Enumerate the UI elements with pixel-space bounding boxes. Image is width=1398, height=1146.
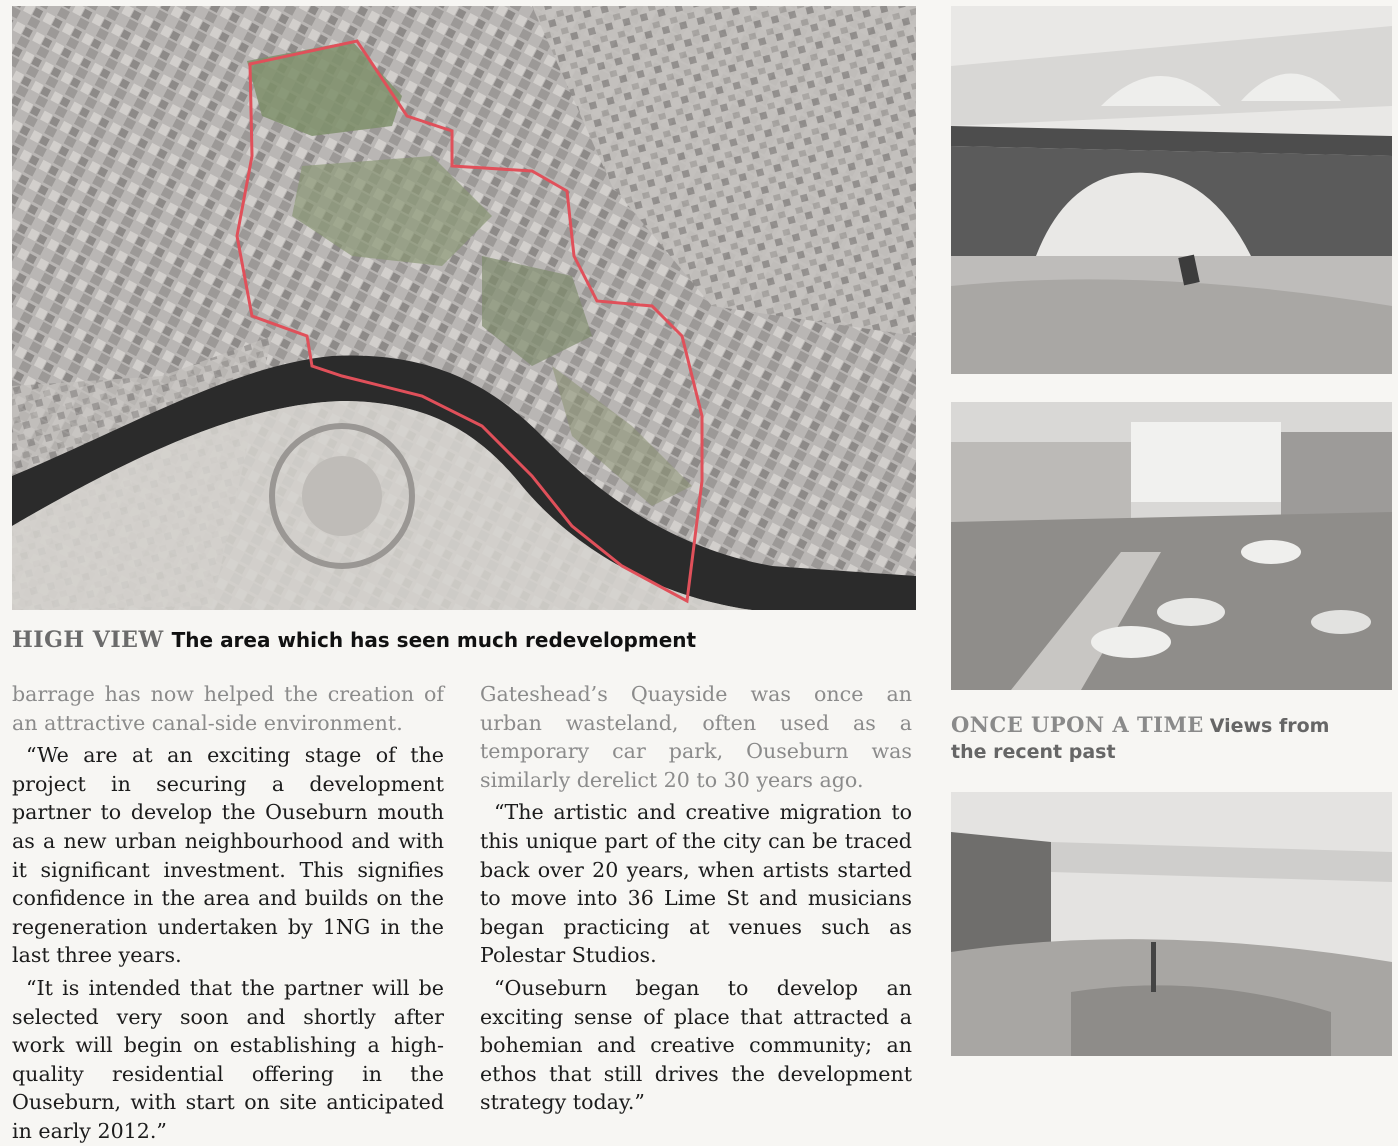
- article-column-1: [12, 680, 444, 1146]
- caption-lead: ONCE UPON A TIME: [951, 712, 1204, 737]
- paragraph: barrage has now helped the creation of an attractive canal-side environment.: [12, 682, 444, 735]
- viaduct-photo: [951, 792, 1392, 1056]
- paragraph: “We are at an exciting stage of the project in securing a development partner to develop the Ouseburn mouth as a new urban neighbourhood and with it significant investment. This signifies confidence in the area and builds on the regeneration undertaken by 1NG in the last three years.: [12, 743, 444, 968]
- boats-photo: [951, 402, 1392, 690]
- caption-lead: HIGH VIEW: [12, 627, 164, 653]
- archive-caption: [951, 712, 1371, 765]
- old-bridge-photo: [951, 6, 1392, 374]
- paragraph: Gateshead’s Quayside was once an urban wasteland, often used as a temporary car park, Ouseburn was similarly derelict 20 to 30 years ago.: [480, 682, 912, 792]
- paragraph: “It is intended that the partner will be selected very soon and shortly after work will begin on establishing a high-quality residential offering in the Ouseburn, with start on site anticipated in early 2012.”: [12, 975, 444, 1143]
- aerial-map-photo: [12, 6, 916, 610]
- caption-text: The area which has seen much redevelopment: [171, 628, 697, 652]
- caption-text: Views from the recent past: [951, 715, 1330, 763]
- paragraph: “The artistic and creative migration to this unique part of the city can be traced back over 20 years, when artists started to move into 36 Lime St and musicians began practicing at venues such as Polestar Studios.: [480, 800, 912, 968]
- map-caption: [12, 627, 696, 653]
- article-column-2: [480, 680, 912, 1117]
- paragraph: “Ouseburn began to develop an exciting sense of place that attracted a bohemian and creative community; an ethos that still drives the development strategy today.”: [480, 975, 912, 1115]
